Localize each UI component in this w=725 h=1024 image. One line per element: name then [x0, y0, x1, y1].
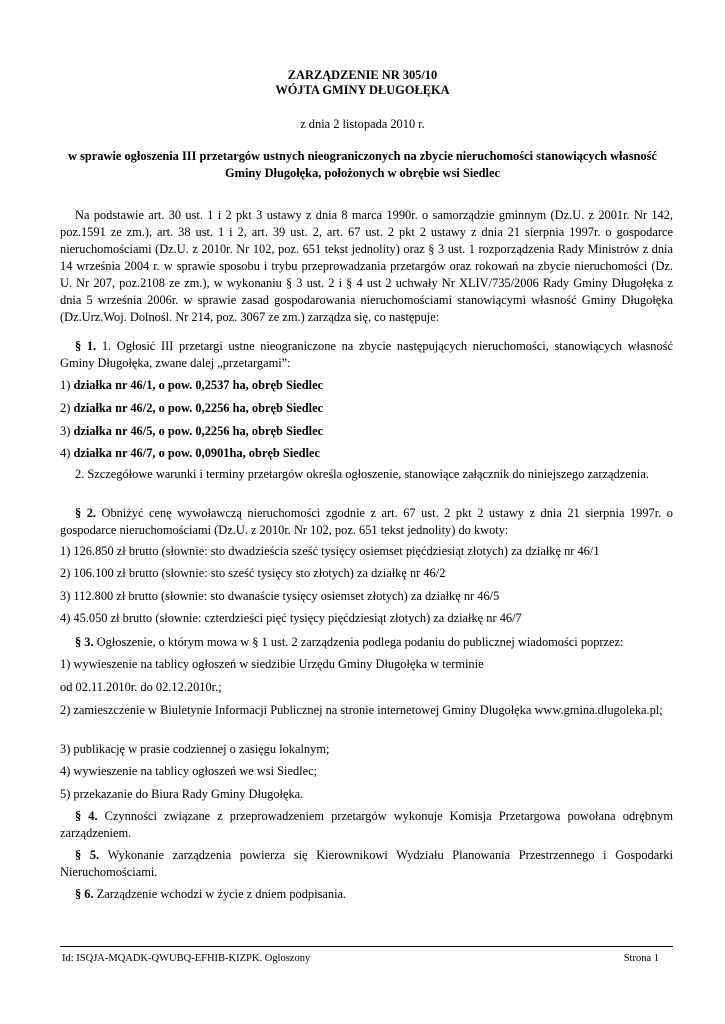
section-5-text: Wykonanie zarządzenia powierza się Kierownikowi Wydziału Planowania Przestrzennego i Gospodarki Nieruchomościami. [60, 848, 674, 879]
section-5 [60, 847, 673, 881]
footer-divider [60, 946, 673, 947]
list-item: 1) działka nr 46/1, o pow. 0,2537 ha, obręb Siedlec [60, 378, 324, 392]
section-6-mark: § 6. [75, 887, 94, 901]
list-item: 3) publikację w prasie codziennej o zasięgu lokalnym; [60, 742, 330, 756]
list-item: 4) działka nr 46/7, o pow. 0,0901ha, obręb Siedlec [60, 446, 321, 460]
list-item: 2) zamieszczenie w Biuletynie Informacji Publicznej na stronie internetowej Gminy Długołęka www.gmina.dlugoleka.pl; [60, 703, 663, 717]
section-4 [60, 808, 673, 842]
list-item: 3) 112.800 zł brutto (słownie: sto dwanaście tysięcy osiemset złotych) za działkę nr 46/5 [60, 589, 500, 603]
list-item: 5) przekazanie do Biura Rady Gminy Długołęka. [60, 787, 304, 801]
section-6 [60, 886, 673, 903]
list-item: 2) 106.100 zł brutto (słownie: sto sześć tysięcy sto złotych) za działkę nr 46/2 [60, 566, 446, 580]
list-item: 2) działka nr 46/2, o pow. 0,2256 ha, obręb Siedlec [60, 401, 324, 415]
section-1-intro [60, 338, 673, 372]
document-title-line2: WÓJTA GMINY DŁUGOŁĘKA [275, 83, 450, 97]
preamble: Na podstawie art. 30 ust. 1 i 2 pkt 3 ustawy z dnia 8 marca 1990r. o samorządzie gminnym (Dz.U. z 2001r. Nr 142, poz.1591 ze zm.), art. 38 ust. 1 i 2, art. 39 ust. 2, art. 67 ust. 2 pkt 2 ustawy z dnia 21 sierpnia 1997r. o gospodarce nieruchomościami (Dz.U. z 2010r. Nr 102, poz. 651 tekst jednolity) oraz § 3 ust. 1 rozporządzenia Rady Ministrów z dnia 14 września 2004 r. w sprawie sposobu i trybu przeprowadzania przetargów oraz rokowań na zbycie nieruchomości (Dz. U. Nr 207, poz.2108 ze zm.), w wykonaniu § 3 ust. 2 i § 4 ust 2 uchwały Nr XLIV/735/2006 Rady Gminy Długołęka z dnia 5 września 2006r. w sprawie zasad gospodarowania nieruchomościami stanowiącymi własność Gminy Długołęka (Dz.Urz.Woj. Dolnośl. Nr 214, poz. 3067 ze zm.) zarządza się, co następuje: [60, 208, 673, 324]
list-item: 1) wywieszenie na tablicy ogłoszeń w siedzibie Urzędu Gminy Długołęka w terminie [60, 657, 484, 671]
section-3-text: Ogłoszenie, o którym mowa w § 1 ust. 2 zarządzenia podlega podaniu do publicznej wiadomości poprzez: [96, 635, 624, 649]
list-item-continuation: od 02.11.2010r. do 02.12.2010r.; [60, 680, 222, 694]
section-5-mark: § 5. [75, 848, 100, 862]
section-3-mark: § 3. [75, 635, 94, 649]
list-item: 4) 45.050 zł brutto (słownie: czterdzieści pięć tysięcy pięćdziesiąt złotych) za działkę nr 46/7 [60, 611, 522, 625]
document-subject: w sprawie ogłoszenia III przetargów ustnych nieograniczonych na zbycie nieruchomości stanowiących własność Gminy Długołęka, położonych w obrębie wsi Siedlec [68, 149, 657, 180]
list-item: 4) wywieszenie na tablicy ogłoszeń we wsi Siedlec; [60, 764, 318, 778]
section-2-intro [60, 505, 673, 539]
section-6-text: Zarządzenie wchodzi w życie z dniem podpisania. [96, 887, 347, 901]
document-date: z dnia 2 listopada 2010 r. [300, 117, 425, 131]
section-2-text: Obniżyć cenę wywoławczą nieruchomości zgodnie z art. 67 ust. 2 pkt 2 ustawy z dnia 21 sierpnia 1997r. o gospodarce nieruchomościami (Dz.U. z 2010r. Nr 102, poz. 651 tekst jednolity) do kwoty: [60, 506, 673, 537]
footer-document-id: Id: ISQJA-MQADK-QWUBQ-EFHIB-KIZPK. Ogloszony [62, 953, 311, 964]
document-title-line1: ZARZĄDZENIE NR 305/10 [287, 68, 438, 82]
footer-page-number: Strona 1 [623, 953, 659, 964]
section-1-point-2: 2. Szczegółowe warunki i terminy przetargów określa ogłoszenie, stanowiące załącznik do niniejszego zarządzenia. [75, 467, 649, 481]
section-1-mark: § 1. [75, 339, 97, 353]
section-3-intro [60, 634, 673, 651]
list-item: 1) 126.850 zł brutto (słownie: sto dwadzieścia sześć tysięcy osiemset pięćdziesiąt złotych) za działkę nr 46/1 [60, 544, 600, 558]
list-item: 3) działka nr 46/5, o pow. 0,2256 ha, obręb Siedlec [60, 424, 324, 438]
section-2-mark: § 2. [75, 506, 96, 520]
section-4-text: Czynności związane z przeprowadzeniem przetargów wykonuje Komisja Przetargowa powołana odrębnym zarządzeniem. [60, 809, 674, 840]
section-4-mark: § 4. [75, 809, 98, 823]
section-1-text: 1. Ogłosić III przetargi ustne nieograniczone na zbycie następujących nieruchomości, stanowiących własność Gminy Długołęka, zwane dalej „przetargami”: [60, 339, 673, 370]
